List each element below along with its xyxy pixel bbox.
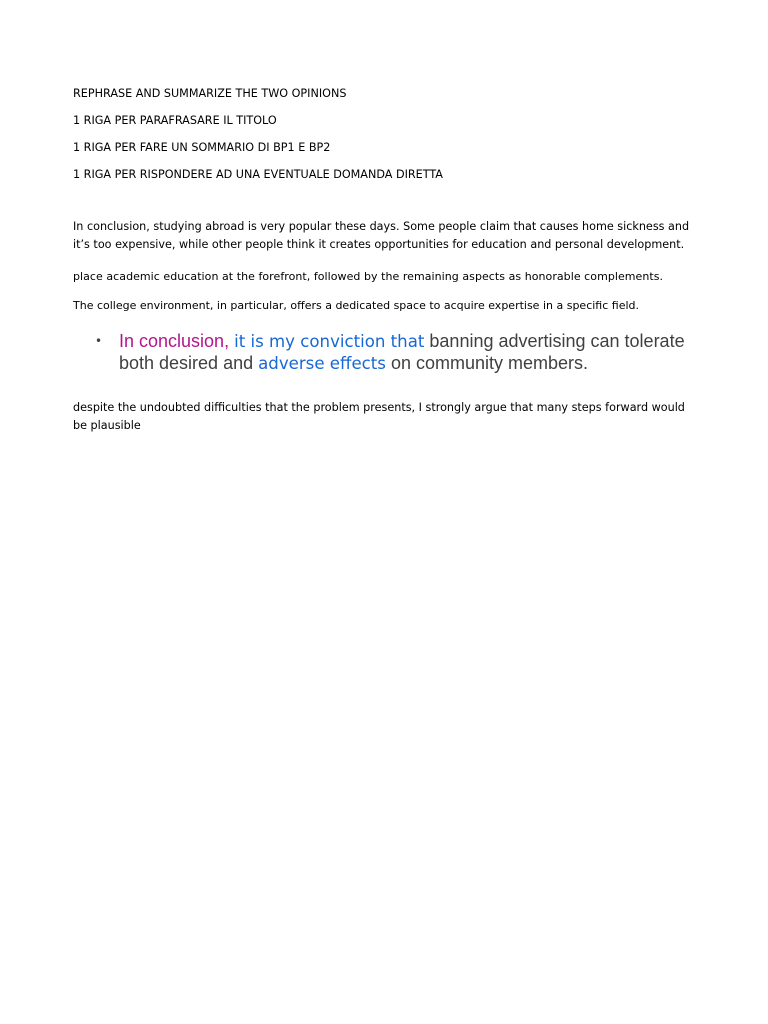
paragraph-conclusion: In conclusion, studying abroad is very popular these days. Some people claim that causes home sickness and it’s too expensive, while other people think it creates opportunities for education and personal development. (73, 220, 690, 251)
paragraph-academic-education: place academic education at the forefront, followed by the remaining aspects as honorable complements. (73, 270, 664, 283)
document-body (73, 86, 698, 435)
bullet-text-community: on community members. (390, 352, 589, 373)
bullet-item-conviction (73, 331, 698, 374)
bullet-text-banning: banning advertising can tolerate both desired and (119, 331, 685, 373)
paragraph-despite: despite the undoubted difficulties that the problem presents, I strongly argue that many steps forward would be plausible (73, 401, 685, 432)
bullet-text-adverse-effects: adverse effects (258, 353, 386, 373)
bullet-marker: • (95, 334, 103, 348)
paragraph-college-environment: The college environment, in particular, offers a dedicated space to acquire expertise in a specific field. (73, 299, 640, 312)
heading-riga-titolo: 1 RIGA PER PARAFRASARE IL TITOLO (73, 114, 277, 127)
bullet-text-in-conclusion: In conclusion, (119, 331, 230, 351)
heading-riga-sommario: 1 RIGA PER FARE UN SOMMARIO DI BP1 E BP2 (73, 141, 331, 154)
bullet-text-conviction: it is my conviction that (234, 332, 425, 351)
heading-rephrase: REPHRASE AND SUMMARIZE THE TWO OPINIONS (73, 87, 347, 100)
heading-riga-domanda: 1 RIGA PER RISPONDERE AD UNA EVENTUALE DOMANDA DIRETTA (73, 168, 443, 181)
